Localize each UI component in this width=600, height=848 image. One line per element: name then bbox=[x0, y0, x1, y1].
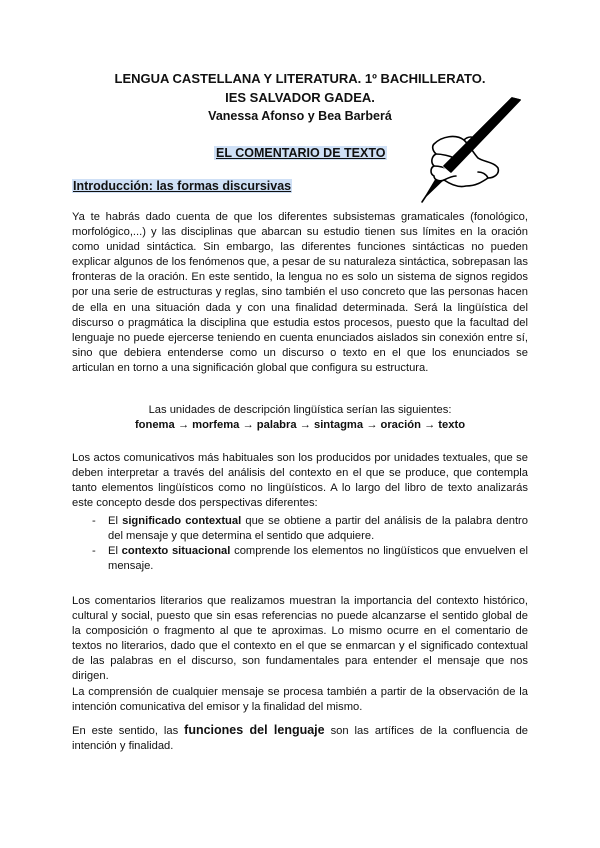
header-authors: Vanessa Afonso y Bea Barberá bbox=[208, 109, 392, 123]
list-item-prefix: El bbox=[108, 515, 123, 527]
paragraph-language-functions-prefix: En este sentido, las bbox=[72, 725, 185, 737]
list-item-text: comprende los elementos no lingüísticos que envuelven el mensaje. bbox=[108, 545, 528, 573]
paragraph-language-functions-suffix: son las artífices de la confluencia de intención y finalidad. bbox=[72, 725, 529, 753]
paragraph-literary-comments-text: Los comentarios literarios que realizamos muestran la importancia del contexto histórico, cultural y social, puesto que sin esas referencias no puede alcanzarse el sentido global de la composición o fragmento al que te aproximas. Lo mismo ocurre en el comentario de textos no literarios, dado que el contexto en el que se enmarcan y el significado contextual de las palabras en el discurso, son fundamentales para entender el mensaje que nos dirigen. bbox=[72, 595, 528, 683]
perspectives-list bbox=[72, 514, 528, 574]
list-item-text: que se obtiene a partir del análisis de la palabra dentro del mensaje y que determina el sentido que adquiere. bbox=[108, 515, 529, 543]
units-intro: Las unidades de descripción lingüística serían las siguientes: bbox=[148, 404, 452, 416]
hand-writing-with-pen-icon bbox=[404, 96, 524, 204]
language-functions-term: funciones del lenguaje bbox=[184, 723, 325, 737]
paragraph-intro: Ya te habrás dado cuenta de que los diferentes subsistemas gramaticales (fonológico, morfológico,...) y las disciplinas que abarcan su estudio tienen sus límites en la oración como unidad sintáctica. Sin embargo, las diferentes funciones sintácticas no pueden explicar algunos de los fenómenos que, a pesar de su naturaleza sintáctica, sobrepasan las fronteras de la oración. En este sentido, la lengua no es solo un sistema de signos regidos por una serie de estructuras y reglas, sino también el uso concreto que las personas hacen de ella en una situación dada y con una finalidad determinada. Será la lingüística del discurso o pragmática la disciplina que estudia estos procesos, puesto que la facultad del lenguaje no puede ejercerse teniendo en cuenta enunciados aislados sin conexión entre sí, sino que debiera entenderse como un discurso o texto en el que los enunciados se articulan en torno a una significación global que configura su estructura. bbox=[72, 211, 528, 374]
list-item bbox=[72, 544, 528, 574]
list-item bbox=[72, 514, 528, 544]
paragraph-communicative-acts: Los actos comunicativos más habituales son los producidos por unidades textuales, que se deben interpretar a través del análisis del contexto en el que se produce, que contempla tanto elementos lingüísticos como no lingüísticos. A lo largo del libro de texto analizarás este concepto desde dos perspectivas diferentes: bbox=[72, 452, 528, 510]
section-heading-text: Introducción: las formas discursivas bbox=[73, 179, 292, 193]
paragraph-comprehension-text: La comprensión de cualquier mensaje se procesa también a partir de la observación de la intención comunicativa del emisor y la finalidad del mismo. bbox=[72, 685, 528, 713]
header-course: LENGUA CASTELLANA Y LITERATURA. 1º BACHILLERATO. bbox=[114, 71, 486, 86]
document-title-text: EL COMENTARIO DE TEXTO bbox=[216, 146, 386, 160]
list-item-term: contexto situacional bbox=[121, 545, 231, 558]
paragraph-language-functions bbox=[72, 723, 528, 754]
paragraph-literary-comments bbox=[72, 594, 528, 715]
list-item-term: significado contextual bbox=[122, 515, 242, 527]
document-title bbox=[214, 146, 387, 160]
list-item-prefix: El bbox=[108, 545, 122, 558]
list-dash: - bbox=[92, 545, 96, 558]
header-school: IES SALVADOR GADEA. bbox=[225, 90, 375, 105]
list-dash: - bbox=[92, 515, 96, 527]
units-chain: fonema → morfema → palabra → sintagma → oración → texto bbox=[134, 419, 466, 431]
section-heading bbox=[72, 179, 292, 193]
